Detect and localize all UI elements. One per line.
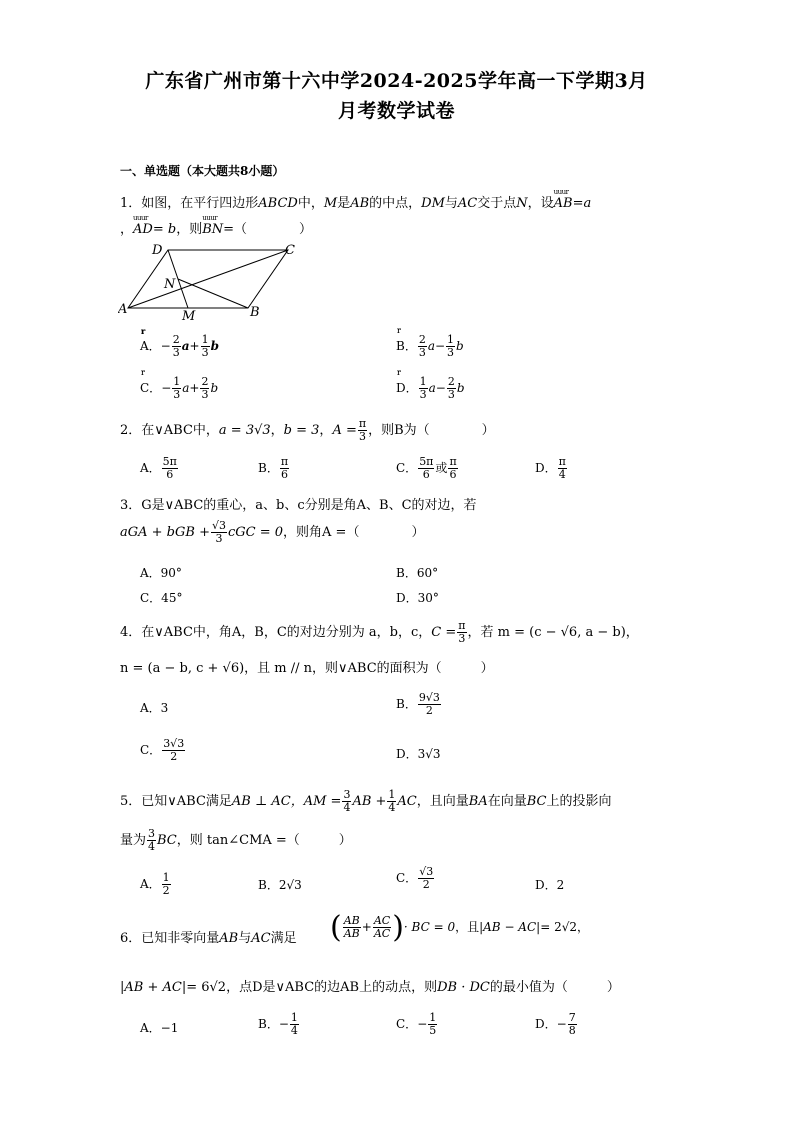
q6-option-b[interactable]: B．− $\frac{1}{4}$: [258, 1011, 298, 1038]
segment-bn: [178, 279, 248, 308]
q1-option-c[interactable]: C．− $\frac{1}{3}$ r a+ $\frac{2}{3}$ r b: [140, 376, 218, 401]
q3-expression: aGA + bGB + $\frac{√3}{3}$ cGC = 0，则角A =（ ）: [120, 519, 425, 546]
q6-option-d[interactable]: D．− $\frac{7}{8}$: [535, 1011, 576, 1038]
q5-option-b[interactable]: B．2√3: [258, 878, 302, 892]
q5-stem-line2: 量为 $\frac{3}{4}$ BC，则 tan∠CMA =（ ）: [120, 827, 352, 854]
q4-option-c[interactable]: C． $\frac{3√3}{2}$: [140, 737, 185, 764]
q1-option-a[interactable]: A．− $\frac{2}{3}$ r a+ $\frac{1}{3}$ r b: [140, 334, 219, 359]
q4-option-b[interactable]: B． $\frac{9√3}{2}$: [396, 691, 440, 718]
q1-stem-line2: ，uuur AD= b，则uuur BN=（ ）: [120, 218, 312, 237]
label-c: C: [285, 243, 295, 258]
section-heading: 一、单选题（本大题共8小题）: [120, 164, 285, 178]
q3-option-b[interactable]: B．60°: [396, 566, 439, 580]
q4-option-d[interactable]: D．3√3: [396, 747, 441, 761]
q1-option-b[interactable]: B． $\frac{2}{3}$ r a− $\frac{1}{3}$ r b: [396, 334, 464, 359]
q3-option-c[interactable]: C．45°: [140, 591, 183, 605]
q4-option-a[interactable]: A．3: [140, 701, 169, 715]
q5-option-a[interactable]: A． $\frac{1}{2}$: [140, 871, 170, 898]
q3-option-a[interactable]: A．90°: [140, 566, 182, 580]
q3-option-d[interactable]: D．30°: [396, 591, 439, 605]
q1-stem: 1．如图，在平行四边形ABCD中，M是AB的中点，DM与AC交于点N，设uuur AB=a: [120, 192, 591, 211]
q4-stem: 4．在∨ABC中，角A，B，C的对边分别为 a，b，c，C = $\frac{\pi}{3}$ ，若 m = (c − √6, a − b)，: [120, 619, 639, 646]
q6-option-c[interactable]: C．− $\frac{1}{5}$: [396, 1011, 437, 1038]
label-b: B: [250, 305, 260, 320]
q6-option-a[interactable]: A．−1: [140, 1021, 179, 1035]
q2-option-a[interactable]: A． $\frac{5\pi}{6}$: [140, 455, 177, 482]
label-m: M: [182, 309, 196, 320]
q4-stem-line2: n = (a − b, c + √6)，且 m // n，则∨ABC的面积为（ ）: [120, 661, 494, 676]
q1-option-d[interactable]: D． $\frac{1}{3}$ r a− $\frac{2}{3}$ r b: [396, 376, 465, 401]
q3-stem: 3．G是∨ABC的重心，a、b、c分别是角A、B、C的对边，若: [120, 498, 477, 513]
label-a: A: [118, 302, 128, 317]
doc-title-line1: 广东省广州市第十六中学2024-2025学年高一下学期3月: [145, 70, 648, 92]
q2-option-c[interactable]: C． $\frac{5\pi}{6}$ 或 $\frac{\pi}{6}$: [396, 455, 457, 482]
q6-stem: 6．已知非零向量AB与AC满足: [120, 931, 297, 946]
q5-option-c[interactable]: C． $\frac{√3}{2}$: [396, 865, 434, 892]
q2-option-b[interactable]: B． $\frac{\pi}{6}$: [258, 455, 289, 482]
q2-stem: 2．在∨ABC中，a = 3√3，b = 3，A = $\frac{\pi}{3}$ ，则B为（ ）: [120, 417, 495, 444]
q5-stem: 5．已知∨ABC满足AB ⊥ AC，AM = $\frac{3}{4}$ AB + $\frac{1}{4}$ AC，且向量BA在向量BC上的投影向: [120, 788, 612, 815]
q6-stem-line2: |AB + AC|= 6√2，点D是∨ABC的边AB上的动点，则DB · DC的最小值为（ ）: [120, 980, 620, 995]
label-n: N: [164, 277, 176, 292]
doc-title-line2: 月考数学试卷: [337, 100, 455, 122]
label-d: D: [152, 243, 163, 258]
q6-unit-vector-sum: ( $\frac{AB}{AB}$ + $\frac{AC}{AC}$ )· BC = 0，且|AB − AC|= 2√2，: [330, 910, 589, 945]
q2-option-d[interactable]: D． $\frac{\pi}{4}$: [535, 455, 566, 482]
q5-option-d[interactable]: D．2: [535, 878, 565, 892]
parallelogram-figure: [118, 240, 298, 320]
diagonal-ac: [128, 250, 288, 308]
